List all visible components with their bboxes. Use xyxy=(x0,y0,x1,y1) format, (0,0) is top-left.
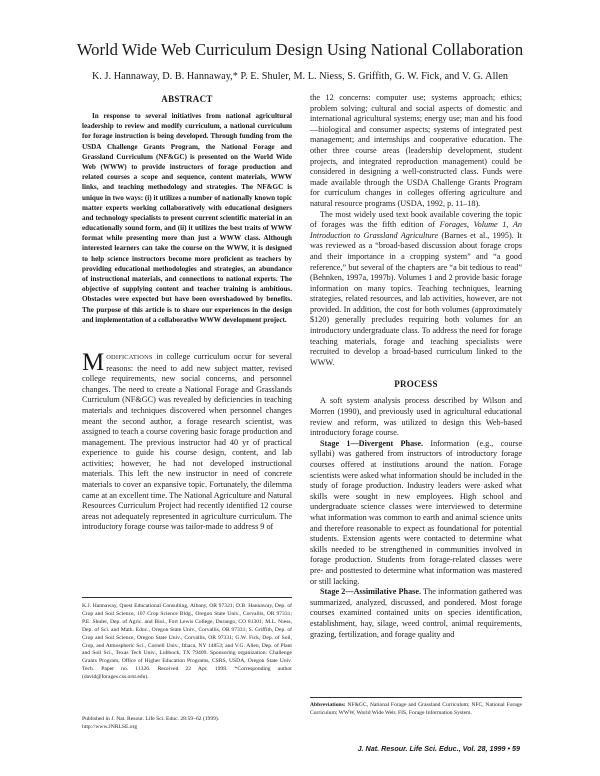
abstract-heading: ABSTRACT xyxy=(161,94,213,104)
right-column xyxy=(310,93,522,640)
intro-paragraph xyxy=(82,348,292,533)
stage1-paragraph xyxy=(310,439,522,587)
footnote-divider xyxy=(82,597,292,598)
textbook-title: Forages, Volume 1, An Introduction to Grassland Agriculture xyxy=(310,220,522,240)
abbreviations-paragraph xyxy=(310,702,522,718)
process-heading: PROCESS xyxy=(394,379,438,390)
stage2-text: The information gathered was summarized, analyzed, discussed, and pondered. Most forage courses examined contained units on species identification, establishment, hay, silage, weed control, animal requirements, grazing, fertilization, and forage quality and xyxy=(310,587,522,639)
textbook-paragraph xyxy=(310,210,522,369)
abbreviations-block xyxy=(310,697,522,718)
stage2-paragraph xyxy=(310,587,522,640)
stage1-text: Information (e.g., course syllabi) was gathered from instructors of introductory forage courses offered at institutions around the nation. Forage scientists were asked what information should be included in the study of forage production. Industry leaders were asked what skills were sought in new employees. High school and undergraduate science classes were interviewed to determine what information was common to earth and animal science units and therefore reasonable to expect as foundational for potential students. Extension agents were contacted to determine what skills needed to be strengthened in communities involved in forage production. Students from forage-related classes were pre- and posttested to determine what information was mastered or still lacking. xyxy=(310,438,522,586)
drop-cap: M xyxy=(82,348,105,376)
abbreviations-divider xyxy=(310,697,522,698)
author-affiliations: K.J. Hannaway, Quest Educational Consulting, Albany, OR 97321; D.B. Hannaway, Dep. of Crop and Soil Science, 107 Crop Science Bldg., Oregon State Univ., Corvallis, OR 97331; P.E. Shuler, Dep. of Agric. and Biol., Fort Lewis College, Durango, CO 81301; M.L. Niess, Dep. of Sci. and Math. Educ., Oregon State Univ., Corvallis, OR 97331; S. Griffith, Dep. of Crop and Soil Science, Oregon State Univ., Corvallis, OR 97331; G.W. Fick, Dep. of Soil, Crop, and Atmospheric Sci., Cornell Univ., Ithaca, NY 14853; and V.G. Allen, Dep. of Plant and Soil Sci., Texas Tech Univ., Lubbock, TX 79409. Sponsoring organization: Challenge Grants Program, Office of Higher Education Programs, CSRS, USDA, Oregon State Univ. Tech. Paper no. 11326. Received 22 Apr. 1998. *Corresponding author (david@forages.css.orst.edu). xyxy=(82,603,292,681)
abstract-text: In response to several initiatives from national agricultural leadership to review and modify curriculum, a national curriculum for forage instruction is being developed. Through funding from the USDA Challenge Grants Program, the National Forage and Grassland Curriculum (NF&GC) is presented on the World Wide Web (WWW) to provide instructors of forage production and related courses a scope and sequence, content materials, WWW links, and teaching methodology and strategies. The NF&GC is unique in two ways: (i) it utilizes a number of nationally known topic matter experts working collaboratively with educational designers and technology specialists to present current scientific material in an educationally sound form, and (ii) it utilizes the best traits of WWW format while presenting more than just a WWW class. Although interested learners can take the course on the WWW, it is designed to help science instructors become more proficient as teachers by providing educational methodologies and strategies, an abundance of instructional materials, and connections to national experts. The objective of supplying content and teacher training is ambitious. Obstacles were expected but have been overshadowed by benefits. The purpose of this article is to share our experiences in the design and implementation of a collaborative WWW development project. xyxy=(82,112,292,324)
stage1-heading: Stage 1—Divergent Phase. xyxy=(320,438,424,448)
author-footnote xyxy=(82,597,292,682)
journal-footer: J. Nat. Resour. Life Sci. Educ., Vol. 28, 1999 • 59 xyxy=(357,744,520,753)
publication-citation: Published in J. Nat. Resour. Life Sci. Educ. 28:59–62 (1999). xyxy=(82,716,220,722)
intro-text: in college curriculum occur for several reasons: the need to add new subject matter, revised college requirements, new social concerns, and personnel changes. The need to create a National Forage and Grasslands Curriculum (NF&GC) was revealed by deficiencies in teaching materials and techniques discovered when personnel changes meant the second author, a forage research scientist, was assigned to teach a course covering basic forage production and management. The previous instructor had 40 yr of practical experience to guide his course design, content, and lab activities; however, he had not developed instructional materials. This left the new instructor in need of concrete materials to cover an expansive topic. Fortunately, the dilemma came at an excellent time. The National Agriculture and Natural Resources Curriculum Project had recently identified 12 course areas not adequately represented in agriculture curriculum. The introductory forage course was tailor-made to address 9 of xyxy=(82,351,292,532)
abbreviations-label: Abbreviations: xyxy=(310,702,346,708)
stage2-heading: Stage 2—Assimilative Phase. xyxy=(320,587,422,597)
left-column xyxy=(82,93,292,533)
intro-smallcaps: ODIFICATIONS xyxy=(106,353,153,361)
journal-url: http://www.JNRLSE.org xyxy=(82,723,138,730)
publication-info xyxy=(82,716,292,732)
textbook-text-start: The most widely used text book available covering the topic of forages was the fifth edition of xyxy=(310,209,522,230)
process-paragraph: A soft system analysis process described by Wilson and Morren (1990), and previously used in agricultural educational review and reform, was utilized to design this Web-based introductory forage course. xyxy=(310,396,522,438)
abbreviations-text: NF&GC, National Forage and Grassland Curriculum; NFC, National Forage Curriculum; WWW, World Wide Web; FIS, Forage Information System. xyxy=(310,702,522,716)
author-list: K. J. Hannaway, D. B. Hannaway,* P. E. Shuler, M. L. Niess, S. Griffith, G. W. Fick, and V. G. Allen xyxy=(91,71,509,82)
concerns-paragraph: the 12 concerns: computer use; systems approach; ethics; problem solving; cultural and social aspects of domestic and international agricultural systems; energy use; man and his food—biological and consumer aspects; systems of integrated pest management; and internships and cooperative education. The other three course areas (leadership development, student projects, and integrated reproduction management) could be considered in designing a well-constructed class. Funds were made available through the USDA Challenge Grants Program for curriculum changes in colleges offering agriculture and natural resource programs (USDA, 1992, p. 11–18). xyxy=(310,93,522,208)
textbook-text-end: (Barnes et al., 1995). It was reviewed as a “broad-based discussion about forage crops and their importance in a cropping system” and “a good reference,” but several of the chapters are “a bit tedious to read” (Behnken, 1997a, 1997b). Volumes 1 and 2 provide basic forage information on many topics. Teaching techniques, learning strategies, related resources, and lab activities, however, are not provided. In addition, the cost for both volumes (approximately $120) generally precludes requiring both volumes for an introductory undergraduate class. To address the need for forage teaching materials, forage and teaching specialists were recruited to develop a broad-based curriculum linked to the WWW. xyxy=(310,230,522,367)
paper-title: World Wide Web Curriculum Design Using National Collaboration xyxy=(76,40,524,59)
